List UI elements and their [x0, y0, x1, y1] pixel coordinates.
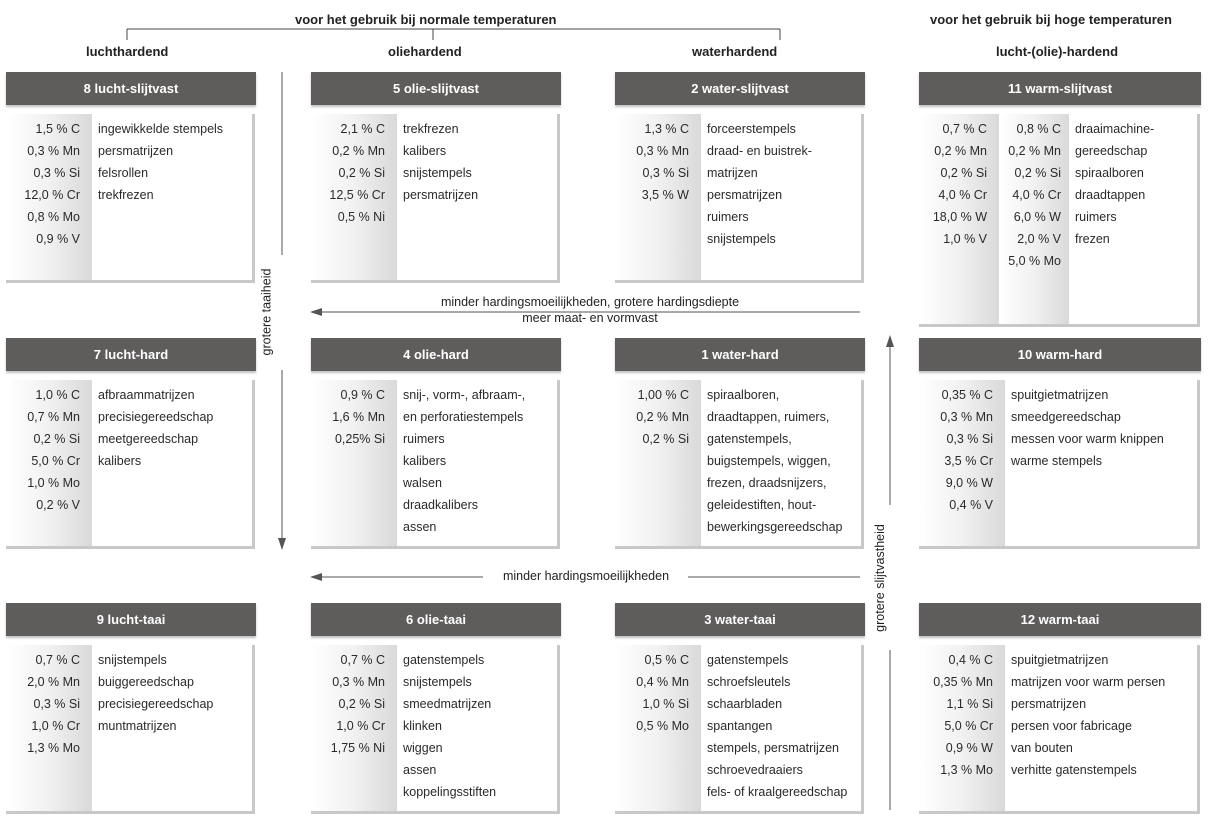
- column-oil-hardening: oliehardend: [388, 44, 462, 59]
- list-line: snij-, vorm-, afbraam-,: [403, 388, 526, 402]
- axis-toughness: grotere taaiheid: [259, 268, 274, 356]
- list-line: 0,3 % Si: [33, 697, 80, 711]
- list-line: 0,2 % Mn: [636, 410, 689, 424]
- list-line: 6,0 % W: [1013, 210, 1061, 224]
- card-body: [6, 645, 255, 814]
- list-line: 1,0 % V: [943, 232, 987, 246]
- list-line: 4,0 % Cr: [938, 188, 987, 202]
- list-line: matrijzen: [707, 166, 758, 180]
- card-title: 2 water-slijtvast: [615, 72, 865, 105]
- column-water-hardening: waterhardend: [692, 44, 778, 59]
- list-line: persmatrijzen: [98, 144, 174, 158]
- list-line: 0,2 % Si: [338, 166, 385, 180]
- steel-card-6: [311, 603, 561, 799]
- list-line: 1,00 % C: [637, 388, 689, 402]
- list-line: smeedgereedschap: [1011, 410, 1121, 424]
- header-high-temp: voor het gebruik bij hoge temperaturen: [930, 12, 1172, 27]
- composition-list: [6, 380, 92, 546]
- list-line: 3,5 % W: [641, 188, 689, 202]
- list-line: 0,2 % Mn: [1008, 144, 1061, 158]
- list-line: messen voor warm knippen: [1011, 432, 1164, 446]
- list-line: stempels, persmatrijzen: [707, 741, 839, 755]
- composition-list: [919, 645, 1005, 811]
- card-body: [919, 645, 1200, 814]
- list-line: 1,3 % C: [644, 122, 689, 136]
- list-line: matrijzen voor warm persen: [1011, 675, 1166, 689]
- list-line: 0,3 % Mn: [27, 144, 80, 158]
- list-line: buiggereedschap: [98, 675, 194, 689]
- list-line: gatenstempels: [403, 653, 485, 667]
- list-line: 0,7 % C: [340, 653, 385, 667]
- list-line: 18,0 % W: [932, 210, 987, 224]
- list-line: 1,0 % Mo: [27, 476, 80, 490]
- steel-card-8: [6, 72, 256, 246]
- list-line: 0,9 % V: [36, 232, 80, 246]
- application-list: [92, 645, 252, 811]
- card-title: 7 lucht-hard: [6, 338, 256, 371]
- card-title: 11 warm-slijtvast: [919, 72, 1201, 105]
- composition-list: [615, 645, 701, 811]
- application-list: [397, 645, 557, 811]
- list-line: draadtappen: [1075, 188, 1146, 202]
- steel-card-7: [6, 338, 256, 512]
- list-line: 2,0 % V: [1017, 232, 1061, 246]
- list-line: 0,3 % Mn: [332, 675, 385, 689]
- list-line: precisiegereedschap: [98, 697, 214, 711]
- list-line: forceerstempels: [707, 122, 796, 136]
- list-line: precisiegereedschap: [98, 410, 214, 424]
- card-body: [311, 114, 560, 283]
- list-line: 1,75 % Ni: [330, 741, 385, 755]
- list-line: afbraammatrijzen: [98, 388, 195, 402]
- list-line: 0,2 % V: [36, 498, 80, 512]
- list-line: 0,4 % C: [948, 653, 993, 667]
- list-line: persen voor fabricage: [1011, 719, 1132, 733]
- application-list: [92, 380, 252, 546]
- list-line: trekfrezen: [403, 122, 459, 136]
- list-line: draadtappen, ruimers,: [707, 410, 830, 424]
- application-list: [1005, 645, 1197, 811]
- list-line: 12,5 % Cr: [329, 188, 385, 202]
- list-line: 0,3 % Si: [946, 432, 993, 446]
- steel-card-3: [615, 603, 865, 799]
- list-line: 0,9 % W: [945, 741, 993, 755]
- list-line: spuitgietmatrijzen: [1011, 653, 1109, 667]
- application-list: [397, 114, 557, 280]
- list-line: 0,2 % Si: [1014, 166, 1061, 180]
- list-line: 1,6 % Mn: [332, 410, 385, 424]
- list-line: kalibers: [403, 454, 447, 468]
- note-row1-line2: meer maat- en vormvast: [522, 311, 658, 325]
- composition-list: [311, 380, 397, 546]
- list-line: 0,35 % C: [941, 388, 993, 402]
- composition-list: [919, 114, 999, 324]
- header-normal-temp: voor het gebruik bij normale temperaturen: [295, 12, 557, 27]
- list-line: 0,3 % Si: [33, 166, 80, 180]
- list-line: 0,2 % Si: [940, 166, 987, 180]
- card-title: 8 lucht-slijtvast: [6, 72, 256, 105]
- list-line: snijstempels: [403, 675, 472, 689]
- list-line: snijstempels: [403, 166, 472, 180]
- steel-card-11: [919, 72, 1201, 268]
- list-line: gereedschap: [1075, 144, 1148, 158]
- composition-list: [615, 380, 701, 546]
- list-line: koppelingsstiften: [403, 785, 497, 799]
- list-line: draaimachine-: [1075, 122, 1155, 136]
- list-line: persmatrijzen: [403, 188, 479, 202]
- list-line: schroevedraaiers: [707, 763, 803, 777]
- list-line: spiraalboren,: [707, 388, 780, 402]
- card-body: [311, 380, 560, 549]
- application-list: [92, 114, 252, 280]
- steel-card-5: [311, 72, 561, 224]
- card-title: 9 lucht-taai: [6, 603, 256, 636]
- list-line: frezen: [1075, 232, 1110, 246]
- list-line: 2,0 % Mn: [27, 675, 80, 689]
- list-line: meetgereedschap: [98, 432, 199, 446]
- application-list: [701, 380, 861, 546]
- list-line: trekfrezen: [98, 188, 154, 202]
- list-line: 1,0 % Cr: [31, 719, 80, 733]
- card-body: [6, 380, 255, 549]
- list-line: 0,4 % Mn: [636, 675, 689, 689]
- list-line: ruimers: [403, 432, 445, 446]
- composition-list: [311, 645, 397, 811]
- list-line: 0,2 % Mn: [332, 144, 385, 158]
- column-warm-hardening: lucht-(olie)-hardend: [996, 44, 1119, 59]
- application-list: [397, 380, 557, 546]
- card-body: [615, 645, 864, 814]
- list-line: 0,9 % C: [340, 388, 385, 402]
- list-line: 1,1 % Si: [946, 697, 993, 711]
- list-line: 1,3 % Mo: [940, 763, 993, 777]
- composition-list: [311, 114, 397, 280]
- list-line: spuitgietmatrijzen: [1011, 388, 1109, 402]
- list-line: 5,0 % Cr: [944, 719, 993, 733]
- list-line: 3,5 % Cr: [944, 454, 993, 468]
- application-list: [701, 114, 861, 280]
- list-line: ruimers: [707, 210, 749, 224]
- list-line: gatenstempels: [707, 653, 789, 667]
- list-line: 0,8 % Mo: [27, 210, 80, 224]
- list-line: 1,5 % C: [35, 122, 80, 136]
- list-line: persmatrijzen: [707, 188, 783, 202]
- list-line: 0,2 % Si: [33, 432, 80, 446]
- note-row1-line1: minder hardingsmoeilijkheden, grotere hardingsdiepte: [440, 295, 740, 309]
- list-line: felsrollen: [98, 166, 149, 180]
- list-line: 0,5 % Mo: [636, 719, 689, 733]
- axis-wear-resistance: grotere slijtvastheid: [872, 524, 887, 632]
- list-line: frezen, draadsnijzers,: [707, 476, 827, 490]
- list-line: warme stempels: [1011, 454, 1102, 468]
- card-body: [919, 380, 1200, 549]
- list-line: 0,2 % Si: [642, 432, 689, 446]
- list-line: kalibers: [98, 454, 142, 468]
- list-line: 0,3 % Mn: [940, 410, 993, 424]
- composition-list: [615, 114, 701, 280]
- list-line: bewerkingsgereedschap: [707, 520, 843, 534]
- list-line: 12,0 % Cr: [24, 188, 80, 202]
- list-line: 0,25% Si: [334, 432, 385, 446]
- list-line: 1,0 % C: [35, 388, 80, 402]
- list-line: 0,7 % Mn: [27, 410, 80, 424]
- list-line: en perforatiestempels: [403, 410, 524, 424]
- list-line: 0,5 % Ni: [337, 210, 385, 224]
- list-line: spantangen: [707, 719, 773, 733]
- list-line: persmatrijzen: [1011, 697, 1087, 711]
- steel-card-1: [615, 338, 865, 534]
- application-list: [1069, 114, 1197, 324]
- steel-card-9: [6, 603, 256, 755]
- list-line: wiggen: [403, 741, 443, 755]
- list-line: 2,1 % C: [340, 122, 385, 136]
- list-line: 9,0 % W: [945, 476, 993, 490]
- list-line: assen: [403, 520, 437, 534]
- list-line: buigstempels, wiggen,: [707, 454, 831, 468]
- list-line: 0,3 % Si: [642, 166, 689, 180]
- composition-list: [6, 645, 92, 811]
- list-line: schaarbladen: [707, 697, 783, 711]
- list-line: gatenstempels,: [707, 432, 792, 446]
- list-line: muntmatrijzen: [98, 719, 177, 733]
- card-body: [919, 114, 1200, 327]
- steel-card-4: [311, 338, 561, 534]
- list-line: van bouten: [1011, 741, 1073, 755]
- list-line: klinken: [403, 719, 442, 733]
- list-line: spiraalboren: [1075, 166, 1144, 180]
- list-line: fels- of kraalgereedschap: [707, 785, 848, 799]
- note-row2: minder hardingsmoeilijkheden: [502, 569, 670, 583]
- list-line: 4,0 % Cr: [1012, 188, 1061, 202]
- list-line: 0,2 % Mn: [934, 144, 987, 158]
- list-line: 1,3 % Mo: [27, 741, 80, 755]
- list-line: 0,8 % C: [1016, 122, 1061, 136]
- list-line: kalibers: [403, 144, 447, 158]
- list-line: ruimers: [1075, 210, 1117, 224]
- list-line: 5,0 % Cr: [31, 454, 80, 468]
- list-line: 0,5 % C: [644, 653, 689, 667]
- list-line: snijstempels: [707, 232, 776, 246]
- list-line: 0,7 % C: [942, 122, 987, 136]
- list-line: 0,3 % Mn: [636, 144, 689, 158]
- card-body: [615, 114, 864, 283]
- card-title: 6 olie-taai: [311, 603, 561, 636]
- list-line: assen: [403, 763, 437, 777]
- list-line: walsen: [403, 476, 442, 490]
- list-line: draadkalibers: [403, 498, 479, 512]
- card-body: [311, 645, 560, 814]
- list-line: 0,7 % C: [35, 653, 80, 667]
- column-air-hardening: luchthardend: [86, 44, 169, 59]
- card-title: 1 water-hard: [615, 338, 865, 371]
- card-body: [615, 380, 864, 549]
- card-title: 12 warm-taai: [919, 603, 1201, 636]
- list-line: 0,35 % Mn: [933, 675, 993, 689]
- steel-card-10: [919, 338, 1201, 512]
- list-line: 1,0 % Cr: [336, 719, 385, 733]
- steel-card-2: [615, 72, 865, 246]
- card-title: 4 olie-hard: [311, 338, 561, 371]
- card-title: 10 warm-hard: [919, 338, 1201, 371]
- card-title: 5 olie-slijtvast: [311, 72, 561, 105]
- list-line: smeedmatrijzen: [403, 697, 492, 711]
- card-body: [6, 114, 255, 283]
- list-line: 5,0 % Mo: [1008, 254, 1061, 268]
- card-title: 3 water-taai: [615, 603, 865, 636]
- composition-list: [6, 114, 92, 280]
- list-line: 1,0 % Si: [642, 697, 689, 711]
- composition-list: [919, 380, 1005, 546]
- list-line: schroefsleutels: [707, 675, 791, 689]
- list-line: geleidestiften, hout-: [707, 498, 817, 512]
- list-line: ingewikkelde stempels: [98, 122, 224, 136]
- steel-card-12: [919, 603, 1201, 777]
- application-list: [1005, 380, 1197, 546]
- list-line: 0,2 % Si: [338, 697, 385, 711]
- composition-list-alt: [999, 114, 1069, 324]
- list-line: draad- en buistrek-: [707, 144, 812, 158]
- list-line: verhitte gatenstempels: [1011, 763, 1137, 777]
- list-line: 0,4 % V: [949, 498, 993, 512]
- application-list: [701, 645, 861, 811]
- list-line: snijstempels: [98, 653, 167, 667]
